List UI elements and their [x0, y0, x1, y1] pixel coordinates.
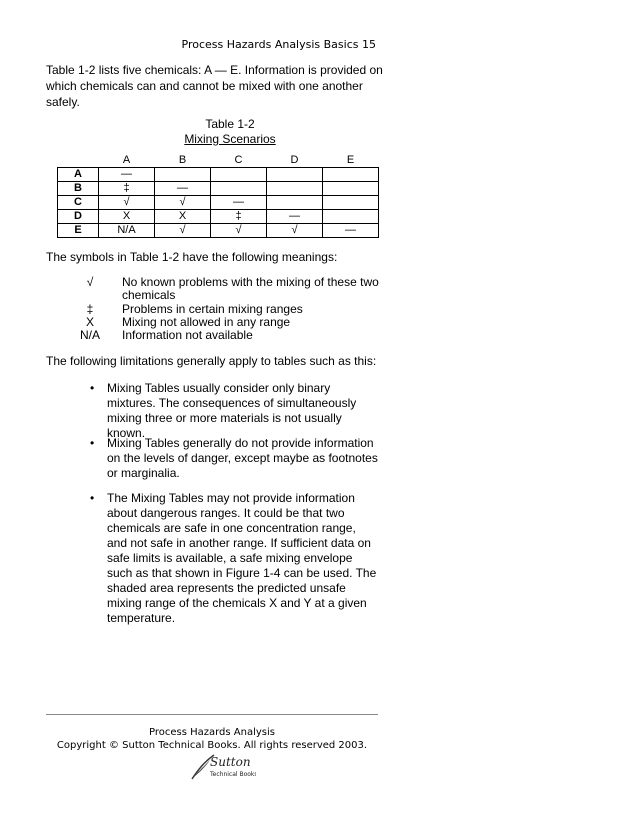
- bullet-icon: •: [90, 436, 95, 450]
- symbol-glyph: ‡: [86, 302, 94, 316]
- column-header: C: [211, 154, 267, 168]
- table-cell: ‡: [99, 182, 155, 196]
- table-cell: [323, 210, 379, 224]
- quill-icon: [188, 752, 256, 782]
- table-cell: —: [323, 224, 379, 238]
- table-title: Mixing Scenarios: [184, 132, 276, 146]
- table-cell: √: [99, 196, 155, 210]
- symbol-meaning: Problems in certain mixing ranges: [122, 302, 303, 316]
- table-cell: [323, 168, 379, 182]
- table-cell: [323, 182, 379, 196]
- table-cell: √: [155, 196, 211, 210]
- footer-title: Process Hazards Analysis: [148, 727, 275, 738]
- bullet-item: [90, 436, 390, 486]
- table-cell: [211, 182, 267, 196]
- bullet-item: [90, 381, 390, 440]
- running-head: Process Hazards Analysis Basics 15: [181, 38, 376, 51]
- table-cell: N/A: [99, 224, 155, 238]
- symbol-row: [79, 275, 379, 302]
- row-header: D: [58, 210, 99, 224]
- logo-wordmark: Sutton: [210, 755, 251, 769]
- row-header: C: [58, 196, 99, 210]
- symbol-glyph: X: [85, 315, 94, 329]
- symbol-meaning: No known problems with the mixing of these two chemicals: [122, 275, 379, 302]
- table-cell: √: [211, 224, 267, 238]
- table-cell: [323, 196, 379, 210]
- intro-paragraph: Table 1-2 lists five chemicals: A — E. Information is provided on which chemicals can and cannot be mixed with one another safely.: [46, 63, 383, 109]
- symbol-meaning: Mixing not allowed in any range: [122, 315, 291, 329]
- table-cell: [267, 168, 323, 182]
- bullet-icon: •: [90, 381, 95, 395]
- footer-rule: [46, 714, 378, 715]
- symbol-meaning: Information not available: [122, 328, 253, 342]
- table-cell: [211, 168, 267, 182]
- header-corner: [58, 154, 99, 168]
- table-row: [58, 168, 379, 182]
- table-cell: —: [99, 168, 155, 182]
- table-cell: —: [155, 182, 211, 196]
- column-header: B: [155, 154, 211, 168]
- table-cell: X: [155, 210, 211, 224]
- symbol-row: [79, 329, 379, 344]
- table-cell: [155, 168, 211, 182]
- table-cell: —: [211, 196, 267, 210]
- table-cell: X: [99, 210, 155, 224]
- table-cell: —: [267, 210, 323, 224]
- symbol-glyph: N/A: [79, 328, 100, 342]
- publisher-logo: [188, 752, 256, 782]
- table-cell: √: [267, 224, 323, 238]
- logo-subtitle: Technical Books: [210, 771, 256, 778]
- table-row: [58, 224, 379, 238]
- table-cell: [267, 182, 323, 196]
- bullet-text: Mixing Tables generally do not provide information on the levels of danger, except maybe as footnotes or marginalia.: [107, 436, 378, 480]
- table-row: [58, 210, 379, 224]
- bullet-text: Mixing Tables usually consider only binary mixtures. The consequences of simultaneously mixing three or more materials is not usually known.: [107, 381, 357, 440]
- column-header: E: [323, 154, 379, 168]
- column-header: D: [267, 154, 323, 168]
- table-cell: √: [155, 224, 211, 238]
- table-row: [58, 196, 379, 210]
- row-header: E: [58, 224, 99, 238]
- table-row: [58, 182, 379, 196]
- limitations-intro: The following limitations generally apply to tables such as this:: [46, 354, 377, 368]
- row-header: B: [58, 182, 99, 196]
- table-cell: [267, 196, 323, 210]
- table-cell: ‡: [211, 210, 267, 224]
- symbols-intro: The symbols in Table 1-2 have the following meanings:: [46, 250, 338, 264]
- table-caption: [160, 117, 300, 147]
- table-header-row: [58, 154, 379, 168]
- column-header: A: [99, 154, 155, 168]
- table-number: Table 1-2: [205, 117, 255, 131]
- footer-copyright: Copyright © Sutton Technical Books. All rights reserved 2003.: [56, 740, 368, 751]
- bullet-icon: •: [90, 491, 95, 505]
- mixing-table: [57, 154, 379, 238]
- row-header: A: [58, 168, 99, 182]
- bullet-item: [90, 491, 390, 625]
- bullet-text: The Mixing Tables may not provide information about dangerous ranges. It could be that two chemicals are safe in one concentration range, and not safe in another range. If sufficient data on safe limits is available, a safe mixing envelope such as that shown in Figure 1-4 can be used. The shaded area represents the predicted unsafe mixing range of the chemicals X and Y at a given temperature.: [107, 491, 377, 625]
- symbol-glyph: √: [86, 275, 94, 289]
